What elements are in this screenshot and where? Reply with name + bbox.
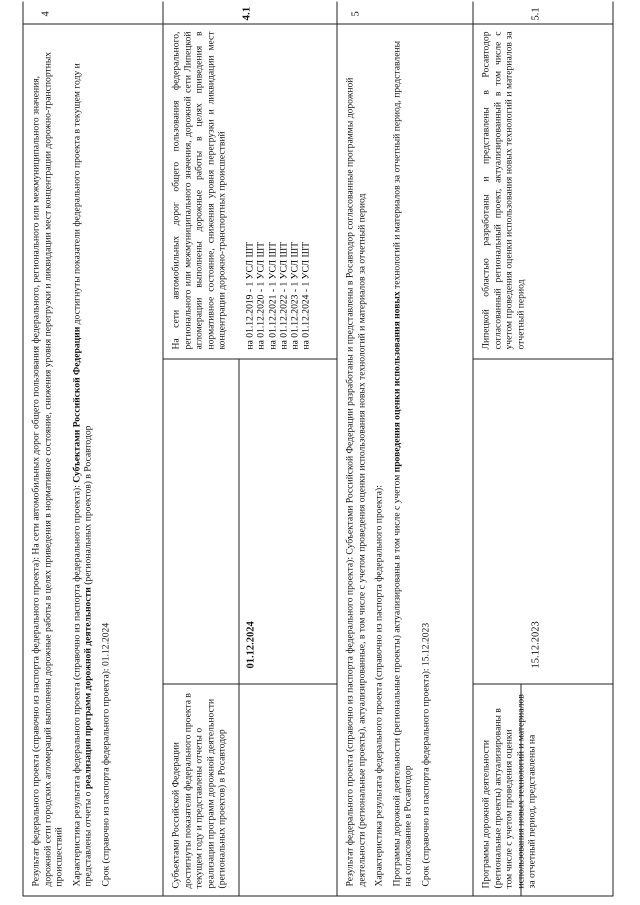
row-5-characteristic-heading: Характеристика результата федерального проекта (справочно из паспорта федерального проекта): <box>373 485 385 887</box>
row-51-number: 5.1 <box>530 7 542 21</box>
row-41-value: на 01.12.2023 - 1 УСЛ ШТ <box>289 241 301 350</box>
row-41-date: 01.12.2024 <box>245 621 257 669</box>
row-51-characteristic: Программы дорожной деятельности (региональные проекты) актуализированы в том числе с учетом проведения оценки использования новых технологий и материалов за отчетный период, представлены на <box>480 694 538 889</box>
row-41-value: на 01.12.2019 - 1 УСЛ ШТ <box>244 241 256 350</box>
row-41-characteristic: Субъектами Российской Федерации достигнуты показатели федерального проекта в текущем году и представлены отчеты о реализации программ дорожной деятельности (региональных проектов) в Росавтодор <box>170 693 228 889</box>
row-divider-4-41 <box>163 2 164 897</box>
row-4-deadline: Срок (справочно из паспорта федерального проекта): 01.12.2024 <box>100 622 112 887</box>
row-5-characteristic: Программы дорожной деятельности (региональные проекты) актуализированы в том числе с учетом проведения оценки использования новых технологий и материалов за отчетный период, представлены на согласование в Росавтодор <box>391 40 414 887</box>
table-border-top <box>23 2 24 897</box>
row-4-content <box>31 35 113 887</box>
row-4-characteristic: Характеристика результата федерального проекта (справочно из паспорта федерального проекта): Субъектами Российской Федерации достигнуты показатели федерального проекта в текущем году и представлены отчеты о реализации программ дорожной деятельности (региональных проектов) в Росавтодор <box>71 63 94 887</box>
row-41-value: на 01.12.2022 - 1 УСЛ ШТ <box>278 241 290 350</box>
number-column-line <box>23 24 613 25</box>
rotated-table <box>1 0 640 905</box>
row51-col-line-b <box>473 684 613 685</box>
row-41-number: 4.1 <box>240 6 253 21</box>
table-border-left <box>23 896 613 897</box>
row41-col-line-a <box>163 359 337 360</box>
row-51-date: 15.12.2023 <box>530 621 542 669</box>
row-5-number: 5 <box>350 11 362 17</box>
table-border-bottom <box>613 2 614 897</box>
row-divider-41-5 <box>337 2 338 897</box>
row51-col-line-a <box>473 359 613 360</box>
row-divider-5-51 <box>473 2 474 897</box>
row41-box-bottom <box>239 360 240 897</box>
row-41-values <box>245 32 313 350</box>
row-41-value: на 01.12.2021 - 1 УСЛ ШТ <box>267 241 279 350</box>
row-51-result: Липецкой областью разработаны и представлены в Росавтодор согласованный региональный проект, актуализированный в том числе с учетом проведения оценки использования новых технологий и материалов за отчетный период <box>480 31 527 350</box>
row-4-result: Результат федерального проекта (справочно из паспорта федерального проекта): На сети автомобильных дорог общего пользования федерального, регионального или межмуниципального значения, дорожной сети городских агломераций выполнены дорожные работы в целях приведения в нормативное состояние, снижения уровня перегрузки и ликвидации мест концентрации дорожно-транспортных происшествий <box>30 51 65 887</box>
row41-col-line-b <box>163 684 337 685</box>
row-41-result: На сети автомобильных дорог общего пользования федерального, регионального или межмуниципального значения, дорожной сети Липецкой агломерации выполнены дорожные работы в целях приведения в нормативное состояние, снижения уровня перегрузки и ликвидации мест концентрации дорожно-транспортных происшествий <box>170 31 228 350</box>
row-5-deadline: Срок (справочно из паспорта федерального проекта): 15.12.2023 <box>420 622 432 887</box>
row-5-content <box>345 35 433 887</box>
row-41-value: на 01.12.2024 - 1 УСЛ ШТ <box>300 241 312 350</box>
row-4-number: 4 <box>40 11 52 17</box>
row-41-value: на 01.12.2020 - 1 УСЛ ШТ <box>255 241 267 350</box>
row-5-result: Результат федерального проекта (справочно из паспорта федерального проекта): Субъектами Российской Федерации разработаны и представлены в Росавтодор согласованные программы дорожной деятельности (региональные проекты), актуализированные, в том числе с учетом проведения оценки использования новых технологий и материалов за отчетный период <box>344 77 368 887</box>
